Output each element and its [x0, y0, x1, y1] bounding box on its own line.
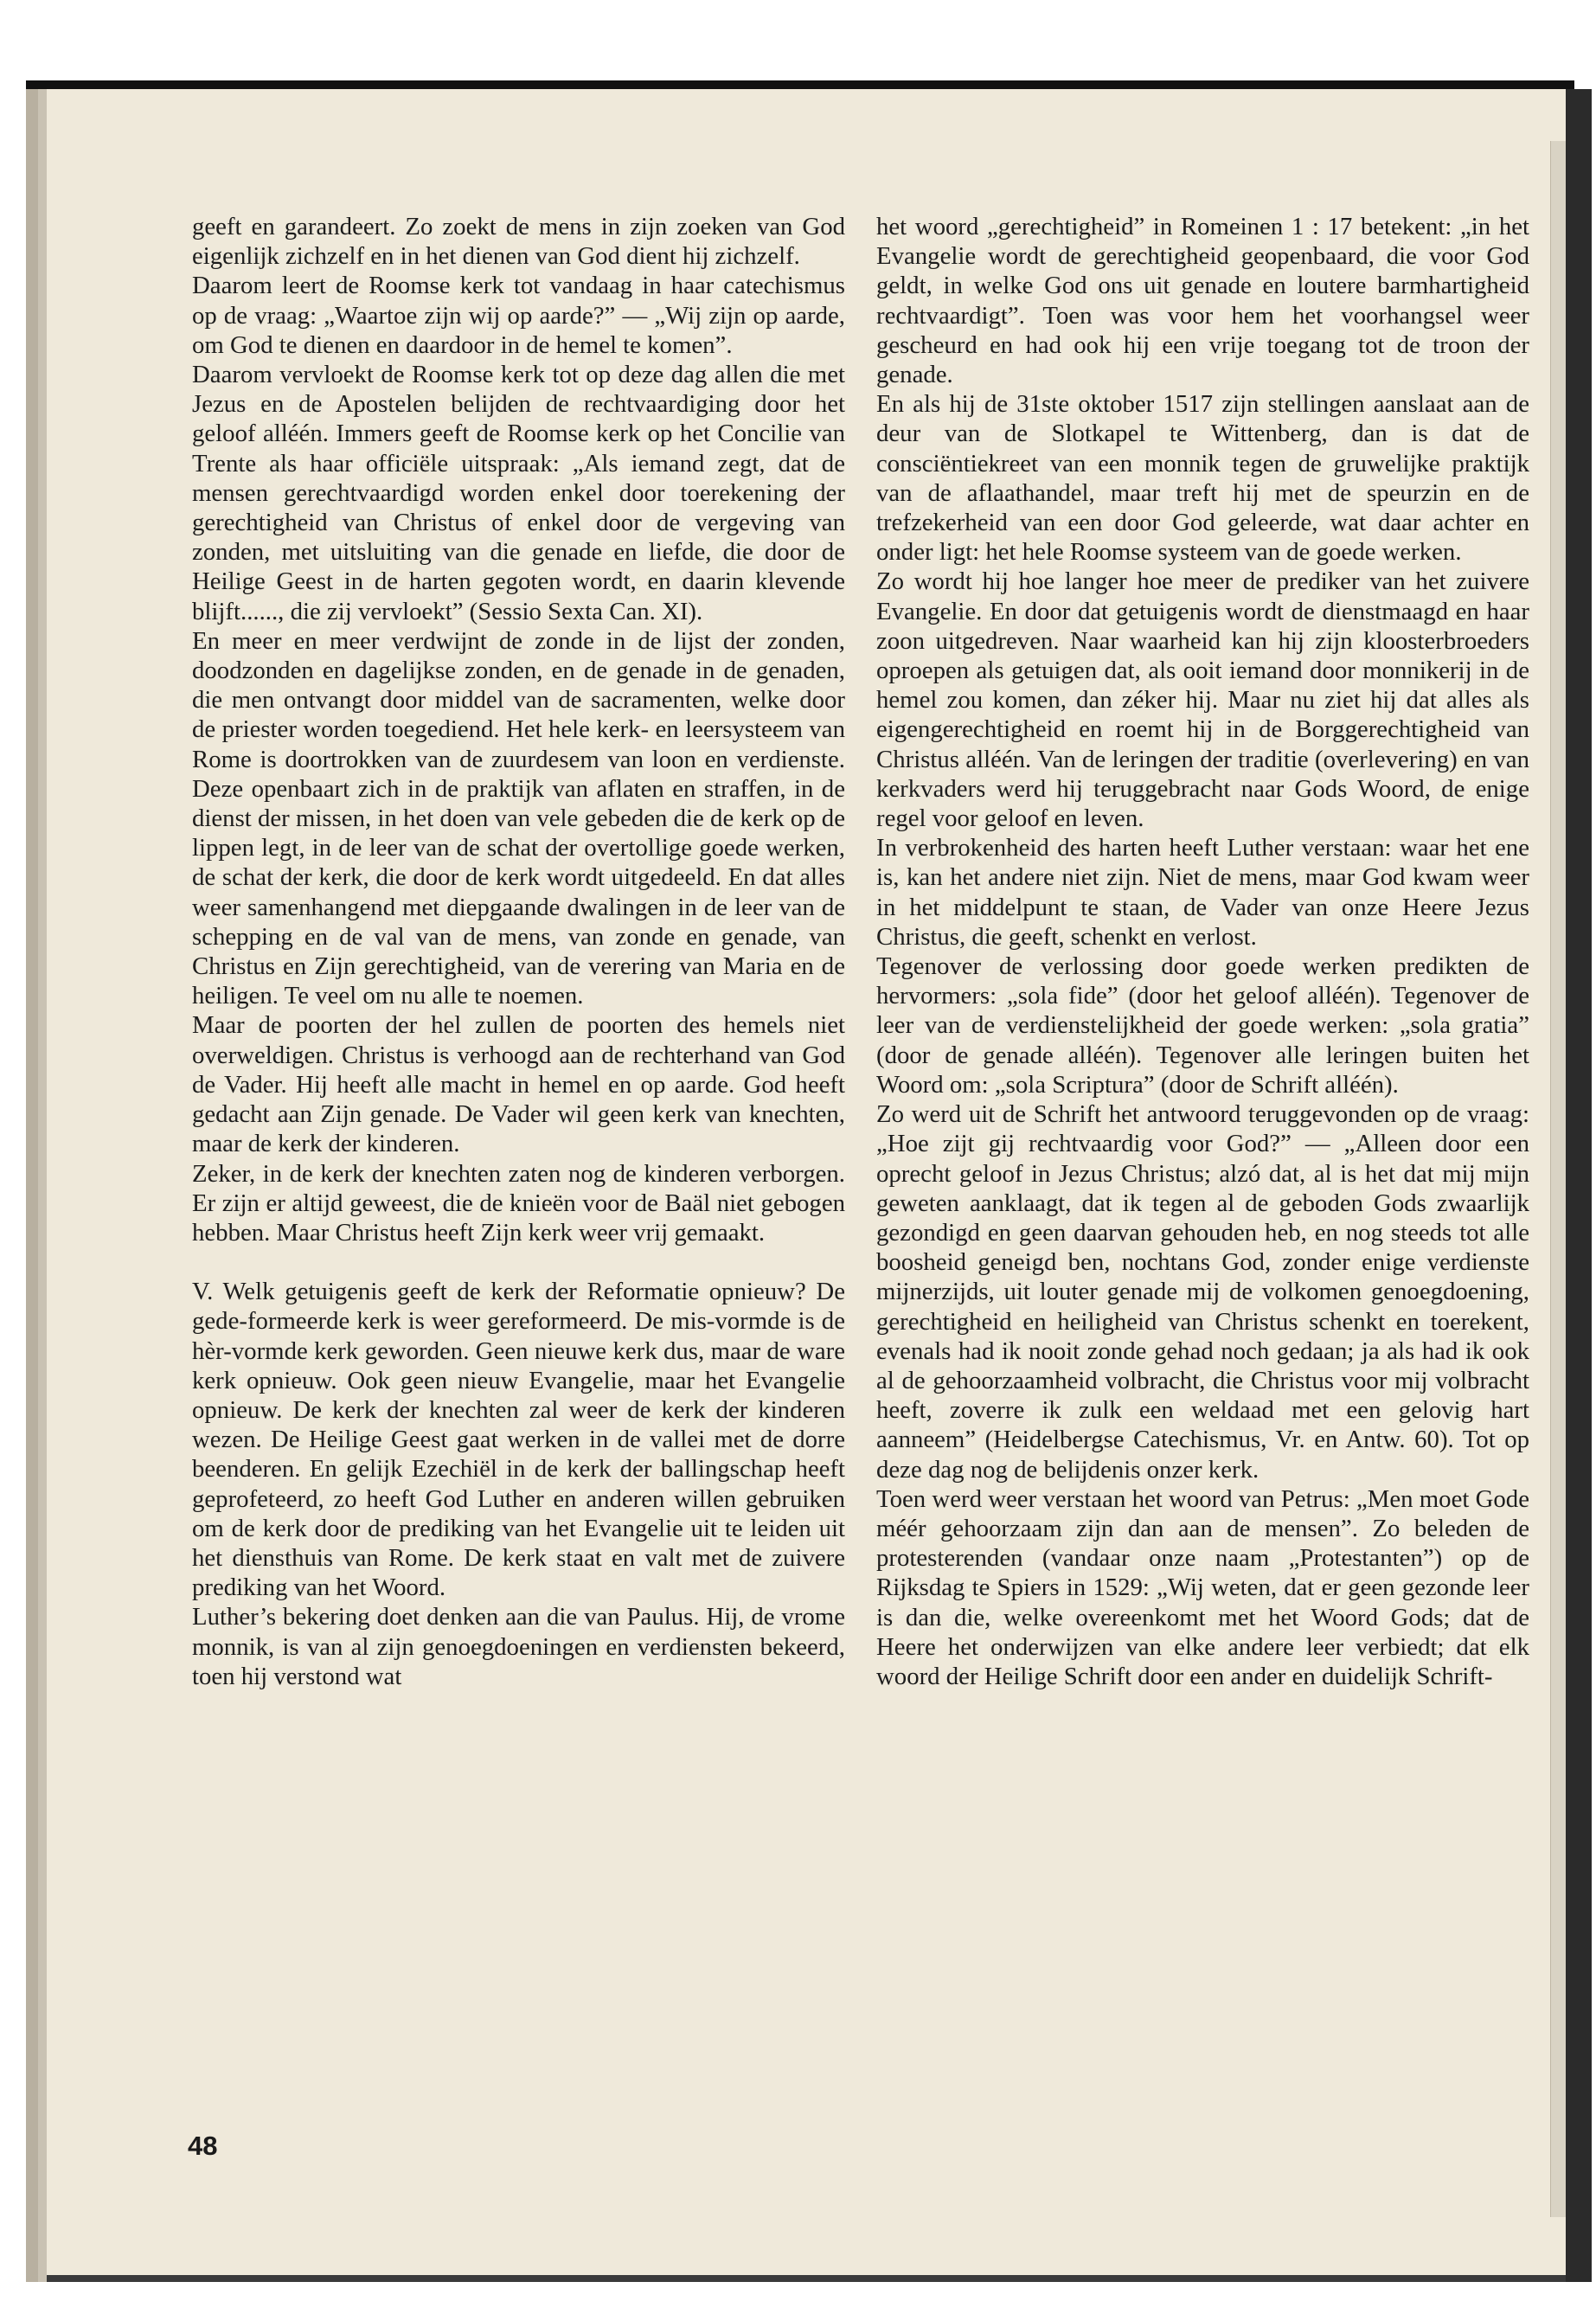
paragraph: Toen werd weer verstaan het woord van Petrus: „Men moet Gode méér gehoorzaam zijn dan aan de mensen”. Zo beleden de protesterenden (vandaar onze naam „Protestanten”) op de Rijksdag te Spiers in 1529: „Wij weten, dat er geen gezonde leer is dan die, welke overeenkomt met het Woord Gods; dat de Heere het onderwijzen van elke andere leer verbiedt; dat elk woord der Heilige Schrift door een ander en duidelijk Schrift- [876, 1484, 1529, 1690]
paragraph: Tegenover de verlossing door goede werken predikten de hervormers: „sola fide” (door het geloof alléén). Tegenover de leer van de verdienstelijkheid der goede werken: „sola gratia” (door de genade alléén). Tegenover alle leringen buiten het Woord om: „sola Scriptura” (door de Schrift alléén). [876, 952, 1529, 1099]
page-right-margin-strip [1550, 141, 1567, 2217]
left-text-column [192, 212, 845, 1691]
right-text-column [876, 212, 1529, 1691]
paragraph: Daarom vervloekt de Roomse kerk tot op deze dag allen die met Jezus en de Apostelen belijden de rechtvaardiging door het geloof alléén. Immers geeft de Roomse kerk op het Concilie van Trente als haar officiële uitspraak: „Als iemand zegt, dat de mensen gerechtvaardigd worden enkel door toerekening der gerechtigheid van Christus of enkel door de vergeving van zonden, met uitsluiting van die genade en liefde, die door de Heilige Geest in de harten gegoten wordt, en daarin klevende blijft......, die zij vervloekt” (Sessio Sexta Can. XI). [192, 361, 845, 625]
paragraph: Luther’s bekering doet denken aan die van Paulus. Hij, de vrome monnik, is van al zijn genoegdoeningen en verdiensten bekeerd, toen hij verstond wat [192, 1603, 845, 1690]
paragraph: En als hij de 31ste oktober 1517 zijn stellingen aanslaat aan de deur van de Slotkapel te Wittenberg, dan is dat de consciëntiekreet van een monnik tegen de gruwelijke praktijk van de aflaathandel, maar treft hij met de speurzin en de trefzekerheid van een door God geleerde, wat daar achter en onder ligt: het hele Roomse systeem van de goede werken. [876, 390, 1529, 567]
paragraph: Zo werd uit de Schrift het antwoord teruggevonden op de vraag: „Hoe zijt gij rechtvaardig voor God?” — „Alleen door een oprecht geloof in Jezus Christus; alzó dat, al is het dat mij mijn geweten aanklaagt, dat ik tegen al de geboden Gods zwaarlijk gezondigd en geen daarvan gehouden heb, en nog steeds tot alle boosheid geneigd ben, nochtans God, zonder enige verdienste mijnerzijds, uit louter genade mij de volkomen genoegdoening, gerechtigheid en heiligheid van Christus schenkt en toerekent, evenals had ik nooit zonde gehad noch gedaan; ja als had ik ook al de gehoorzaamheid volbracht, die Christus voor mij volbracht heeft, zoverre ik zulk een weldaad met een gelovig hart aanneem” (Heidelbergse Catechismus, Vr. en Antw. 60). Tot op deze dag nog de belijdenis onzer kerk. [876, 1100, 1529, 1484]
paragraph: geeft en garandeert. Zo zoekt de mens in zijn zoeken van God eigenlijk zichzelf en in het dienen van God dient hij zichzelf. [192, 213, 845, 271]
paragraph: Daarom leert de Roomse kerk tot vandaag in haar catechismus op de vraag: „Waartoe zijn wij op aarde?” — „Wij zijn op aarde, om God te dienen en daardoor in de hemel te komen”. [192, 272, 845, 359]
scanner-right-edge [1566, 89, 1592, 2282]
paragraph: Maar de poorten der hel zullen de poorten des hemels niet overweldigen. Christus is verhoogd aan de rechterhand van God de Vader. Hij heeft alle macht in hemel en op aarde. God heeft gedacht aan Zijn genade. De Vader wil geen kerk van knechten, maar de kerk der kinderen. [192, 1011, 845, 1158]
paragraph: Zo wordt hij hoe langer hoe meer de prediker van het zuivere Evangelie. En door dat getuigenis wordt de dienstmaagd en haar zoon uitgedreven. Naar waarheid kan hij zijn kloosterbroeders oproepen als getuigen dat, als ooit iemand door monnikerij in de hemel zou komen, dan zéker hij. Maar nu ziet hij dat alles als eigengerechtigheid en roemt hij in de Borggerechtigheid van Christus alléén. Van de leringen der traditie (overlevering) en van kerkvaders werd hij teruggebracht naar Gods Woord, de enige regel voor geloof en leven. [876, 567, 1529, 833]
paragraph: Zeker, in de kerk der knechten zaten nog de kinderen verborgen. Er zijn er altijd geweest, die de knieën voor de Baäl niet gebogen hebben. Maar Christus heeft Zijn kerk weer vrij gemaakt. [192, 1159, 845, 1247]
page-number: 48 [188, 2131, 218, 2161]
section-v-question: V. Welk getuigenis geeft de kerk der Reformatie opnieuw? De gede-formeerde kerk is weer gereformeerd. De mis-vormde is de hèr-vormde kerk geworden. Geen nieuwe kerk dus, maar de ware kerk opnieuw. Ook geen nieuw Evangelie, maar het Evangelie opnieuw. De kerk der knechten zal weer de kerk der kinderen wezen. De Heilige Geest gaat werken in de vallei met de dorre beenderen. En gelijk Ezechiël in de kerk der ballingschap heeft geprofeteerd, zo heeft God Luther en anderen willen gebruiken om de kerk door de prediking van het Evangelie uit te leiden uit het diensthuis van Rome. De kerk staat en valt met de zuivere prediking van het Woord. [192, 1278, 845, 1602]
paragraph: En meer en meer verdwijnt de zonde in de lijst der zonden, doodzonden en dagelijkse zonden, en de genade in de genaden, die men ontvangt door middel van de sacramenten, welke door de priester worden toegediend. Het hele kerk- en leersysteem van Rome is doortrokken van de zuurdesem van loon en verdienste. Deze openbaart zich in de praktijk van aflaten en straffen, in de dienst der missen, in het doen van vele gebeden die de kerk op de lippen legt, in de leer van de schat der overtollige goede werken, de schat der kerk, die door de kerk wordt uitgedeeld. En dat alles weer samenhangend met diepgaande dwalingen in de leer van de schepping en de val van de mens, van zonde en genade, van Christus en Zijn gerechtigheid, van de verering van Maria en de heiligen. Te veel om nu alle te noemen. [192, 626, 845, 1010]
paragraph: het woord „gerechtigheid” in Romeinen 1 : 17 betekent: „in het Evangelie wordt de gerechtigheid geopenbaard, die voor God geldt, in welke God ons uit genade en loutere barmhartigheid rechtvaardigt”. Toen was voor hem het voorhangsel weer gescheurd en had ook hij een vrije toegang tot de troon der genade. [876, 213, 1529, 389]
page-binding-shadow [38, 89, 47, 2282]
paragraph: In verbrokenheid des harten heeft Luther verstaan: waar het ene is, kan het andere niet zijn. Niet de mens, maar God kwam weer in het middelpunt te staan, de Vader van onze Heere Jezus Christus, die geeft, schenkt en verlost. [876, 834, 1529, 951]
